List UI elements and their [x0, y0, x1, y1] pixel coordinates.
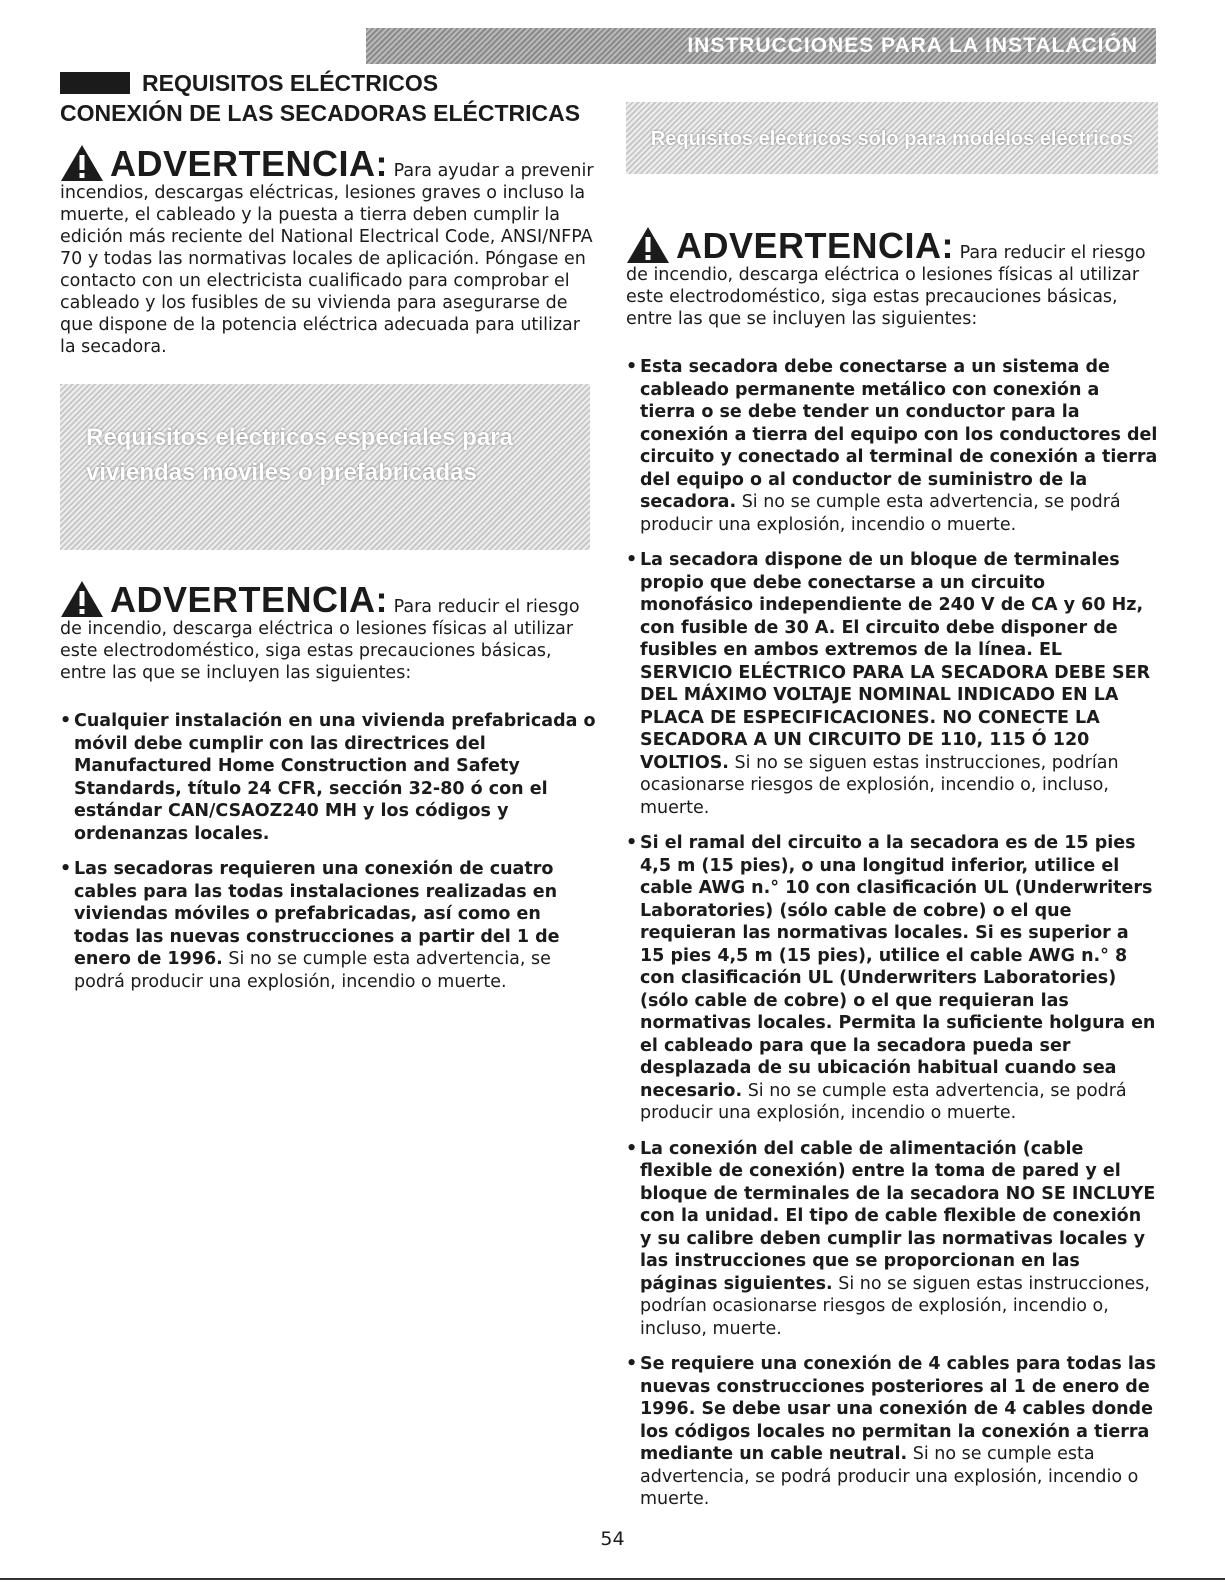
section-banner: INSTRUCCIONES PARA LA INSTALACIÓN — [366, 28, 1156, 64]
list-item-bold: Las secadoras requieren una conexión de cuatro cables para las todas instalaciones realizadas en viviendas móviles o prefabricadas, así como en todas las nuevas construcciones a partir del 1 de enero de 1996. — [74, 859, 560, 969]
bullet-icon: • — [60, 711, 72, 731]
warning-word: ADVERTENCIA: — [676, 225, 955, 266]
list-item-normal: Si no se siguen estas instrucciones, podrían ocasionarse riesgos de explosión, incendio o, incluso, muerte. — [640, 1273, 1150, 1339]
list-item-bold: Cualquier instalación en una vivienda prefabricada o móvil debe cumplir con las directrices del Manufactured Home Construction and Safety Standards, título 24 CFR, sección 32-80 ó con el estándar CAN/CSAOZ240 MH y los códigos y ordenanzas locales. — [74, 711, 596, 844]
section-subtitle: CONEXIÓN DE LAS SECADORAS ELÉCTRICAS — [60, 100, 581, 126]
list-item-normal: Si no se siguen estas instrucciones, podrían ocasionarse riesgos de explosión, incendio o, incluso, muerte. — [640, 752, 1119, 818]
warning-heading — [60, 579, 389, 620]
section-title-text: REQUISITOS ELÉCTRICOS — [142, 70, 439, 96]
left-bullet-list — [60, 710, 600, 993]
warning-triangle-icon — [60, 144, 104, 182]
list-item — [626, 832, 1158, 1125]
electric-models-box: Requisitos eléctricos sólo para modelos eléctricos — [626, 102, 1158, 174]
list-item-bold: Se requiere una conexión de 4 cables para todas las nuevas construcciones posteriores al 1 de enero de 1996. Se debe usar una conexión de 4 cables donde los códigos locales no permitan la conexión a tierra mediante un cable neutral. — [640, 1354, 1157, 1464]
warning-paragraph — [60, 144, 600, 358]
list-item — [626, 356, 1158, 536]
bullet-icon: • — [626, 1138, 638, 1159]
bullet-icon: • — [626, 1354, 638, 1374]
warning-text: Para reducir el riesgo de incendio, descarga eléctrica o lesiones físicas al utilizar este electrodoméstico, siga estas precauciones básicas, entre las que se incluyen las siguientes: — [60, 597, 580, 683]
warning-paragraph — [626, 226, 1158, 330]
mobile-homes-box-line1: Requisitos eléctricos especiales para — [86, 424, 513, 451]
bullet-icon: • — [626, 357, 638, 377]
bottom-rule — [0, 1578, 1225, 1580]
list-item-bold: Esta secadora debe conectarse a un sistema de cableado permanente metálico con conexión a tierra o se debe tender un conductor para la conexión a tierra del equipo con los conductores del circuito y conectado al terminal de conexión a tierra del equipo o al conductor de suministro de la secadora. — [640, 357, 1158, 512]
mobile-homes-box — [60, 384, 590, 550]
list-item — [626, 549, 1158, 819]
page-number: 54 — [600, 1528, 625, 1550]
left-column — [60, 68, 600, 1006]
list-item-normal: Si no se cumple esta advertencia, se podrá producir una explosión, incendio o muerte. — [74, 949, 551, 992]
warning-word: ADVERTENCIA: — [110, 143, 389, 184]
bullet-icon: • — [626, 550, 638, 570]
right-bullet-list — [626, 356, 1158, 1511]
warning-text: Para reducir el riesgo de incendio, descarga eléctrica o lesiones físicas al utilizar este electrodoméstico, siga estas precauciones básicas, entre las que se incluyen las siguientes: — [626, 243, 1146, 329]
warning-text: Para ayudar a prevenir incendios, descargas eléctricas, lesiones graves o incluso la muerte, el cableado y la puesta a tierra deben cumplir la edición más reciente del National Electrical Code, ANSI/NFPA 70 y todas las normativas locales de aplicación. Póngase en contacto con un electricista cualificado para comprobar el cableado y los fusibles de su vivienda para asegurarse de que dispone de la potencia eléctrica adecuada para utilizar la secadora. — [60, 161, 594, 357]
list-item — [60, 858, 600, 993]
list-item — [60, 710, 600, 845]
warning-heading — [60, 143, 389, 184]
section-title — [60, 68, 600, 98]
list-item-bold: La secadora dispone de un bloque de terminales propio que debe conectarse a un circuito monofásico independiente de 240 V de CA y 60 Hz, con fusible de 30 A. El circuito debe disponer de fusibles en ambos extremos de la línea. EL SERVICIO ELÉCTRICO PARA LA SECADORA DEBE SER DEL MÁXIMO VOLTAJE NOMINAL INDICADO EN LA PLACA DE ESPECIFICACIONES. NO CONECTE LA SECADORA A UN CIRCUITO DE 110, 115 Ó 120 VOLTIOS. — [640, 550, 1151, 773]
list-item-bold: Si el ramal del circuito a la secadora es de 15 pies 4,5 m (15 pies), o una longitud inferior, utilice el cable AWG n.° 10 con clasificación UL (Underwriters Laboratories) (sólo cable de cobre) o el que requieran las normativas locales. Si es superior a 15 pies 4,5 m (15 pies), utilice el cable AWG n.° 8 con clasificación UL (Underwriters Laboratories) (sólo cable de cobre) o el que requieran las normativas locales. Permita la suficiente holgura en el cableado para que la secadora pueda ser desplazada de su ubicación habitual cuando sea necesario. — [640, 833, 1156, 1101]
warning-heading — [626, 225, 955, 266]
list-item — [626, 1353, 1158, 1511]
warning-paragraph — [60, 580, 600, 684]
list-item-normal: Si no se cumple esta advertencia, se podrá producir una explosión, incendio o muerte. — [640, 1080, 1127, 1123]
bullet-icon: • — [626, 833, 638, 853]
section-marker — [60, 72, 130, 94]
list-item-normal: Si no se cumple esta advertencia, se podrá producir una explosión, incendio o muerte. — [640, 1444, 1139, 1509]
warning-word: ADVERTENCIA: — [110, 579, 389, 620]
list-item — [626, 1138, 1158, 1341]
warning-triangle-icon — [60, 580, 104, 618]
list-item-normal: Si no se cumple esta advertencia, se podrá producir una explosión, incendio o muerte. — [640, 492, 1121, 535]
warning-triangle-icon — [626, 226, 670, 264]
list-item-bold: La conexión del cable de alimentación (cable flexible de conexión) entre la toma de pared y el bloque de terminales de la secadora NO SE INCLUYE con la unidad. El tipo de cable flexible de conexión y su calibre deben cumplir las normativas locales y las instrucciones que se proporcionan en las páginas siguientes. — [640, 1138, 1156, 1294]
bullet-icon: • — [60, 859, 72, 879]
mobile-homes-box-line2: viviendas móviles o prefabricadas — [86, 459, 477, 486]
right-column — [626, 102, 1158, 1524]
